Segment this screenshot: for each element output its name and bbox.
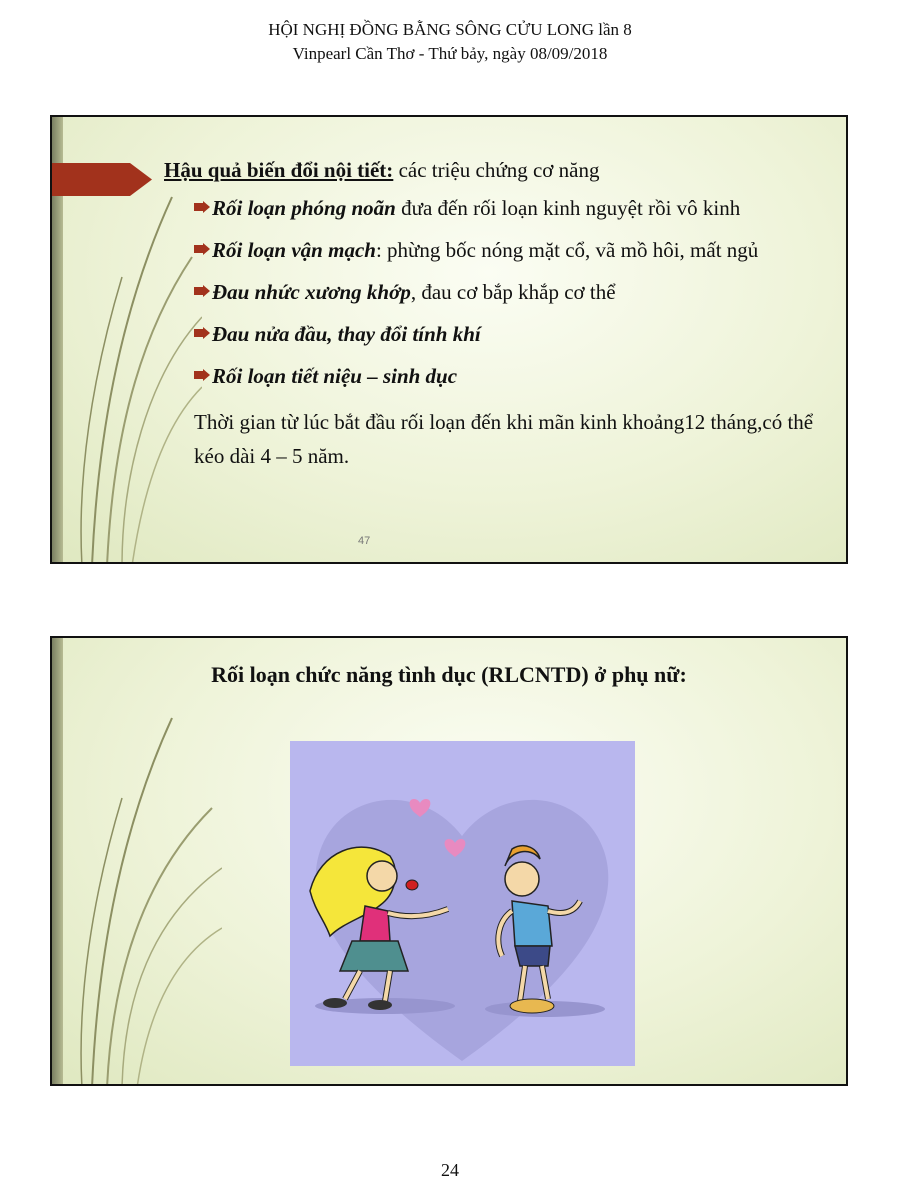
header-line-2: Vinpearl Cần Thơ - Thứ bảy, ngày 08/09/2018 xyxy=(292,44,608,63)
bullet-rest: đưa đến rối loạn kinh nguyệt rồi vô kinh xyxy=(395,196,741,220)
bullet-bold: Đau nửa đầu, thay đổi tính khí xyxy=(212,322,481,346)
bullet-item xyxy=(194,195,826,221)
bullet-bold: Rối loạn phóng noãn xyxy=(212,196,396,220)
arrow-bullet-icon xyxy=(194,285,212,297)
heading-bold: Hậu quả biến đổi nội tiết: xyxy=(164,158,394,182)
bullet-item xyxy=(194,363,826,389)
slide-47 xyxy=(50,115,848,564)
couple-heart-cartoon xyxy=(290,741,635,1066)
bullet-item xyxy=(194,321,826,347)
page-header xyxy=(0,18,900,66)
heading-rest: các triệu chứng cơ năng xyxy=(393,158,600,182)
bullet-rest: , đau cơ bắp khắp cơ thể xyxy=(410,280,616,304)
grass-decoration-icon xyxy=(52,638,222,1086)
title-accent-bar xyxy=(52,163,152,196)
bullet-item xyxy=(194,237,826,263)
bullet-item xyxy=(194,279,826,305)
arrow-bullet-icon xyxy=(194,327,212,339)
bullet-bold: Đau nhức xương khớp xyxy=(212,280,411,304)
slide-rlcntd xyxy=(50,636,848,1086)
bullet-bold: Rối loạn tiết niệu – sinh dục xyxy=(212,364,458,388)
slide-47-heading xyxy=(164,157,826,183)
arrow-bullet-icon xyxy=(194,243,212,255)
couple-heart-illustration-icon xyxy=(290,741,635,1066)
slide-title: Rối loạn chức năng tình dục (RLCNTD) ở phụ nữ: xyxy=(211,662,687,687)
arrow-bullet-icon xyxy=(194,201,212,213)
slide-47-paragraph: Thời gian từ lúc bắt đầu rối loạn đến khi mãn kinh khoảng12 tháng,có thể kéo dài 4 – 5 năm. xyxy=(194,410,814,468)
slide-47-content xyxy=(164,157,826,473)
slide-number: 47 xyxy=(358,535,371,547)
header-line-1: HỘI NGHỊ ĐỒNG BẰNG SÔNG CỬU LONG lần 8 xyxy=(268,20,632,39)
bullet-bold: Rối loạn vận mạch xyxy=(212,238,376,262)
page-number: 24 xyxy=(441,1160,459,1180)
arrow-bullet-icon xyxy=(194,369,212,381)
bullet-rest: : phừng bốc nóng mặt cổ, vã mồ hôi, mất ngủ xyxy=(375,238,759,262)
